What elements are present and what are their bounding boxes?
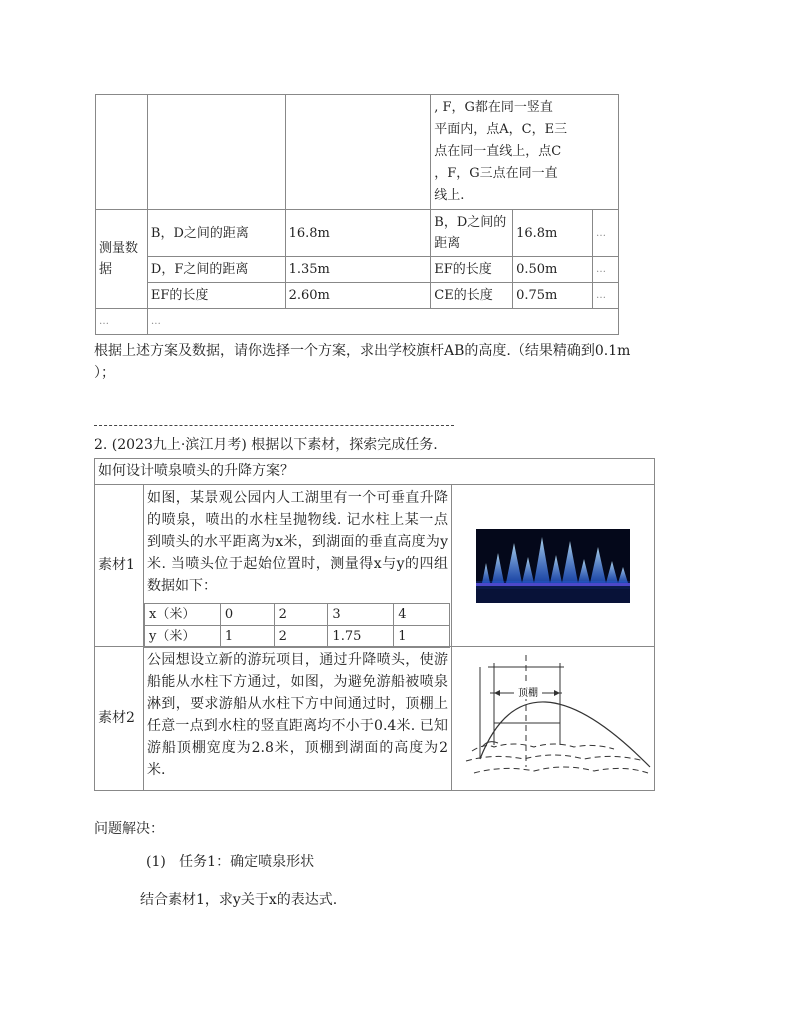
boat-diagram-cell <box>451 647 654 791</box>
table-row <box>95 647 655 791</box>
measure-data-label: 测量数 据 <box>96 210 148 309</box>
table-row: 测量数 据 B，D之间的距离 16.8m B，D之间的距离 16.8m … <box>96 210 619 257</box>
problem-header: 2. (2023九上·滨江月考) 根据以下素材，探索完成任务. <box>94 437 438 453</box>
table-row <box>95 459 655 485</box>
scheme-description-cell: , F，G都在同一竖直 平面内，点A，C，E三 点在同一直线上，点C ，F，G三点在同一直 线上. <box>431 95 619 210</box>
fountain-photo-cell <box>451 485 654 647</box>
table-title: 如何设计喷泉喷头的升降方案？ <box>95 459 655 485</box>
material1-cell <box>144 485 452 647</box>
table-row <box>95 485 655 647</box>
task1-text: 结合素材1，求y关于x的表达式. <box>140 892 338 908</box>
material1-label: 素材1 <box>95 485 144 647</box>
table-row: EF的长度 2.60m CE的长度 0.75m … <box>96 283 619 309</box>
separator-line <box>94 425 454 426</box>
measurement-table <box>95 94 619 335</box>
table-row: D，F之间的距离 1.35m EF的长度 0.50m … <box>96 257 619 283</box>
problem-solving-heading: 问题解决： <box>94 821 164 837</box>
diagram-label: 顶棚 <box>517 688 538 699</box>
material2-cell <box>144 647 452 791</box>
question-text: 根据上述方案及数据，请你选择一个方案，求出学校旗杆AB的高度.（结果精确到0.1m ）； <box>94 343 631 381</box>
material1-text: 如图，某景观公园内人工湖里有一个可垂直升降的喷泉，喷出的水柱呈抛物线. 记水柱上某一点到喷头的水平距离为x米，到湖面的垂直高度为y米. 当喷头位于起始位置时，测量得x与y的四组数据如下： <box>147 490 448 594</box>
table-row: x（米） 0 2 3 4 <box>145 604 450 626</box>
boat-diagram <box>454 649 652 781</box>
task1-heading: (1) 任务1：确定喷泉形状 <box>146 854 315 870</box>
material2-text: 公园想设立新的游玩项目，通过升降喷头，使游船能从水柱下方通过，如图，为避免游船被喷泉淋到，要求游船从水柱下方中间通过时，顶棚上任意一点到水柱的竖直距离均不小于0.4米. 已知游船顶棚宽度为2.8米，顶棚到湖面的高度为2米. <box>147 652 448 778</box>
xy-data-table <box>144 603 450 648</box>
table-row: y（米） 1 2 1.75 1 <box>145 626 450 648</box>
table-row: … … <box>96 309 619 335</box>
fountain-image <box>476 529 630 603</box>
material2-label: 素材2 <box>95 647 144 791</box>
table-row <box>96 95 619 210</box>
material-table <box>94 458 655 791</box>
fountain-photo <box>476 529 630 603</box>
